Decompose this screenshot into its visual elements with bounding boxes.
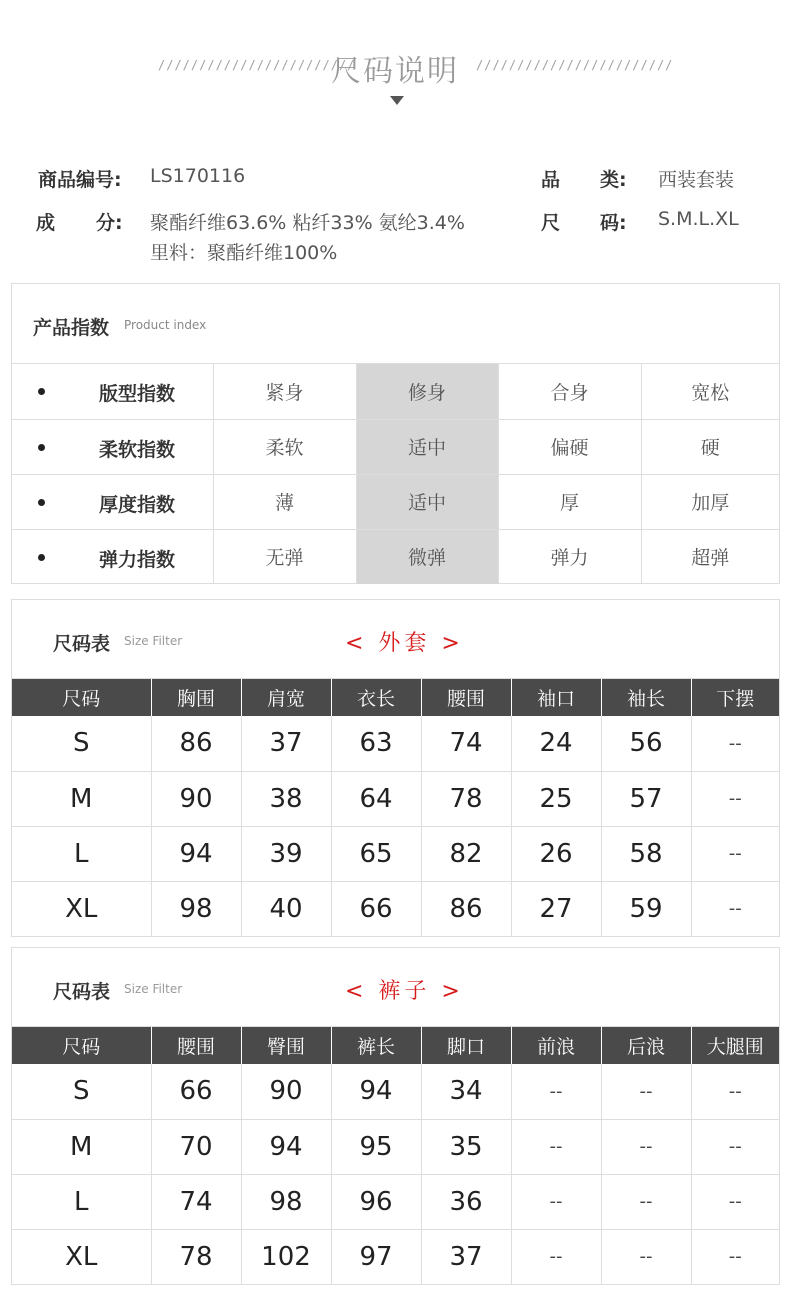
measurement-cell: 86 bbox=[151, 716, 241, 771]
measurement-cell: -- bbox=[511, 1119, 601, 1174]
index-row-label-cell bbox=[12, 419, 213, 474]
measurement-cell: -- bbox=[691, 1174, 779, 1229]
decorative-slashes-left: //////////////////////// bbox=[158, 58, 356, 72]
measurement-cell: -- bbox=[691, 1119, 779, 1174]
category-value: 西装套装 bbox=[658, 169, 735, 191]
measurement-cell: -- bbox=[691, 881, 779, 936]
measurement-cell: -- bbox=[511, 1174, 601, 1229]
index-row-label: 厚度指数 bbox=[99, 493, 176, 516]
index-option: 薄 bbox=[213, 474, 356, 529]
index-option-selected: 适中 bbox=[356, 419, 498, 474]
column-header: 臀围 bbox=[241, 1027, 331, 1064]
measurement-cell: 24 bbox=[511, 716, 601, 771]
measurement-cell: -- bbox=[601, 1229, 691, 1284]
measurement-cell: 98 bbox=[151, 881, 241, 936]
measurement-cell: 37 bbox=[241, 716, 331, 771]
column-header: 肩宽 bbox=[241, 679, 331, 716]
index-option-selected: 微弹 bbox=[356, 529, 498, 584]
measurement-cell: 78 bbox=[151, 1229, 241, 1284]
category-label-1: 品 bbox=[541, 169, 561, 191]
jacket-size-header bbox=[12, 600, 779, 679]
index-row bbox=[12, 364, 779, 419]
measurement-cell: 82 bbox=[421, 826, 511, 881]
index-option: 加厚 bbox=[641, 474, 779, 529]
column-header: 袖长 bbox=[601, 679, 691, 716]
column-header: 衣长 bbox=[331, 679, 421, 716]
composition-value: 聚酯纤维63.6% 粘纤33% 氨纶3.4% bbox=[150, 212, 465, 234]
measurement-cell: 65 bbox=[331, 826, 421, 881]
measurement-cell: 37 bbox=[421, 1229, 511, 1284]
index-row-label: 版型指数 bbox=[99, 383, 176, 405]
product-code-value: LS170116 bbox=[150, 165, 246, 187]
column-header: 大腿围 bbox=[691, 1027, 779, 1064]
measurement-cell: 102 bbox=[241, 1229, 331, 1284]
measurement-cell: 90 bbox=[151, 771, 241, 826]
measurement-cell: 66 bbox=[331, 881, 421, 936]
page-title: 尺码说明 bbox=[331, 54, 459, 89]
index-option: 紧身 bbox=[213, 364, 356, 419]
index-row-label-cell bbox=[12, 529, 213, 584]
index-option: 柔软 bbox=[213, 419, 356, 474]
table-row bbox=[12, 1119, 779, 1174]
measurement-cell: -- bbox=[691, 771, 779, 826]
product-index-panel bbox=[11, 283, 780, 584]
bullet-icon bbox=[38, 444, 45, 451]
index-option: 偏硬 bbox=[498, 419, 641, 474]
lining-value: 里料：聚酯纤维100% bbox=[150, 242, 338, 264]
product-code-label: 商品编号: bbox=[38, 169, 122, 191]
column-header: 腰围 bbox=[151, 1027, 241, 1064]
column-header: 脚口 bbox=[421, 1027, 511, 1064]
composition-label-1: 成 bbox=[36, 212, 56, 234]
measurement-cell: 40 bbox=[241, 881, 331, 936]
size-cell: S bbox=[12, 1064, 151, 1119]
column-header: 裤长 bbox=[331, 1027, 421, 1064]
measurement-cell: 94 bbox=[151, 826, 241, 881]
page-header bbox=[0, 0, 790, 120]
jacket-category-label: < 外套 > bbox=[345, 631, 464, 656]
measurement-cell: 78 bbox=[421, 771, 511, 826]
size-cell: XL bbox=[12, 1229, 151, 1284]
measurement-cell: -- bbox=[691, 826, 779, 881]
measurement-cell: 74 bbox=[421, 716, 511, 771]
index-option-selected: 修身 bbox=[356, 364, 498, 419]
product-index-title: 产品指数 bbox=[33, 317, 110, 339]
measurement-cell: 63 bbox=[331, 716, 421, 771]
index-row bbox=[12, 474, 779, 529]
pants-size-panel bbox=[11, 947, 780, 1285]
index-option: 硬 bbox=[641, 419, 779, 474]
pants-size-subtitle: Size Filter bbox=[124, 982, 183, 996]
index-option: 超弹 bbox=[641, 529, 779, 584]
index-option: 厚 bbox=[498, 474, 641, 529]
measurement-cell: 35 bbox=[421, 1119, 511, 1174]
measurement-cell: 27 bbox=[511, 881, 601, 936]
jacket-size-title: 尺码表 bbox=[53, 633, 111, 655]
decorative-slashes-right: //////////////////////// bbox=[476, 58, 674, 72]
measurement-cell: -- bbox=[511, 1229, 601, 1284]
index-option: 合身 bbox=[498, 364, 641, 419]
measurement-cell: 66 bbox=[151, 1064, 241, 1119]
pants-category-label: < 裤子 > bbox=[345, 979, 464, 1004]
index-option: 无弹 bbox=[213, 529, 356, 584]
category-label-2: 类: bbox=[600, 169, 627, 191]
measurement-cell: 96 bbox=[331, 1174, 421, 1229]
index-option: 宽松 bbox=[691, 381, 730, 404]
jacket-size-table bbox=[12, 679, 779, 936]
size-cell: L bbox=[12, 826, 151, 881]
column-header: 腰围 bbox=[421, 679, 511, 716]
pants-size-header bbox=[12, 948, 779, 1027]
measurement-cell: 38 bbox=[241, 771, 331, 826]
column-header: 尺码 bbox=[12, 1027, 151, 1064]
product-index-table bbox=[12, 364, 779, 584]
jacket-header-row bbox=[12, 679, 779, 716]
column-header: 前浪 bbox=[511, 1027, 601, 1064]
measurement-cell: 64 bbox=[331, 771, 421, 826]
index-row-label-cell bbox=[12, 474, 213, 529]
measurement-cell: 25 bbox=[511, 771, 601, 826]
measurement-cell: 95 bbox=[331, 1119, 421, 1174]
column-header: 胸围 bbox=[151, 679, 241, 716]
measurement-cell: 97 bbox=[331, 1229, 421, 1284]
table-row bbox=[12, 1229, 779, 1284]
table-row bbox=[12, 1064, 779, 1119]
table-row bbox=[12, 826, 779, 881]
measurement-cell: 94 bbox=[241, 1119, 331, 1174]
bullet-icon bbox=[38, 554, 45, 561]
size-value: S.M.L.XL bbox=[658, 208, 739, 230]
table-row bbox=[12, 771, 779, 826]
product-index-subtitle: Product index bbox=[124, 318, 207, 332]
column-header: 后浪 bbox=[601, 1027, 691, 1064]
product-index-header bbox=[12, 284, 779, 364]
measurement-cell: 86 bbox=[421, 881, 511, 936]
measurement-cell: 94 bbox=[331, 1064, 421, 1119]
column-header: 袖口 bbox=[511, 679, 601, 716]
measurement-cell: 39 bbox=[241, 826, 331, 881]
measurement-cell: 56 bbox=[601, 716, 691, 771]
pants-size-title: 尺码表 bbox=[53, 981, 111, 1003]
measurement-cell: -- bbox=[691, 1229, 779, 1284]
size-cell: S bbox=[12, 716, 151, 771]
size-cell: L bbox=[12, 1174, 151, 1229]
jacket-size-subtitle: Size Filter bbox=[124, 634, 183, 648]
pants-size-table bbox=[12, 1027, 779, 1284]
measurement-cell: 59 bbox=[601, 881, 691, 936]
size-label-1: 尺 bbox=[541, 212, 561, 234]
measurement-cell: -- bbox=[511, 1064, 601, 1119]
table-row bbox=[12, 881, 779, 936]
index-option-selected: 适中 bbox=[356, 474, 498, 529]
index-row bbox=[12, 419, 779, 474]
measurement-cell: 98 bbox=[241, 1174, 331, 1229]
bullet-icon bbox=[38, 388, 45, 395]
measurement-cell: -- bbox=[728, 1080, 742, 1102]
index-row-label-cell bbox=[12, 364, 213, 419]
measurement-cell: -- bbox=[601, 1174, 691, 1229]
triangle-down-icon bbox=[390, 96, 404, 105]
column-header: 尺码 bbox=[12, 679, 151, 716]
measurement-cell: -- bbox=[601, 1119, 691, 1174]
index-option: 弹力 bbox=[498, 529, 641, 584]
index-row bbox=[12, 529, 779, 584]
measurement-cell: 34 bbox=[421, 1064, 511, 1119]
measurement-cell: 58 bbox=[601, 826, 691, 881]
measurement-cell: 26 bbox=[511, 826, 601, 881]
size-label-2: 码: bbox=[600, 212, 627, 234]
measurement-cell: 36 bbox=[421, 1174, 511, 1229]
jacket-size-panel bbox=[11, 599, 780, 937]
measurement-cell: -- bbox=[601, 1064, 691, 1119]
measurement-cell: 74 bbox=[151, 1174, 241, 1229]
measurement-cell: 57 bbox=[601, 771, 691, 826]
composition-label-2: 分: bbox=[96, 212, 123, 234]
table-row bbox=[12, 1174, 779, 1229]
index-row-label: 柔软指数 bbox=[99, 438, 176, 461]
column-header: 下摆 bbox=[691, 679, 779, 716]
size-cell: XL bbox=[12, 881, 151, 936]
bullet-icon bbox=[38, 499, 45, 506]
table-row bbox=[12, 716, 779, 771]
measurement-cell: 90 bbox=[241, 1064, 331, 1119]
size-cell: M bbox=[12, 771, 151, 826]
index-row-label: 弹力指数 bbox=[99, 548, 176, 571]
size-cell: M bbox=[12, 1119, 151, 1174]
pants-header-row bbox=[12, 1027, 779, 1064]
measurement-cell: 70 bbox=[151, 1119, 241, 1174]
measurement-cell: -- bbox=[728, 732, 742, 754]
